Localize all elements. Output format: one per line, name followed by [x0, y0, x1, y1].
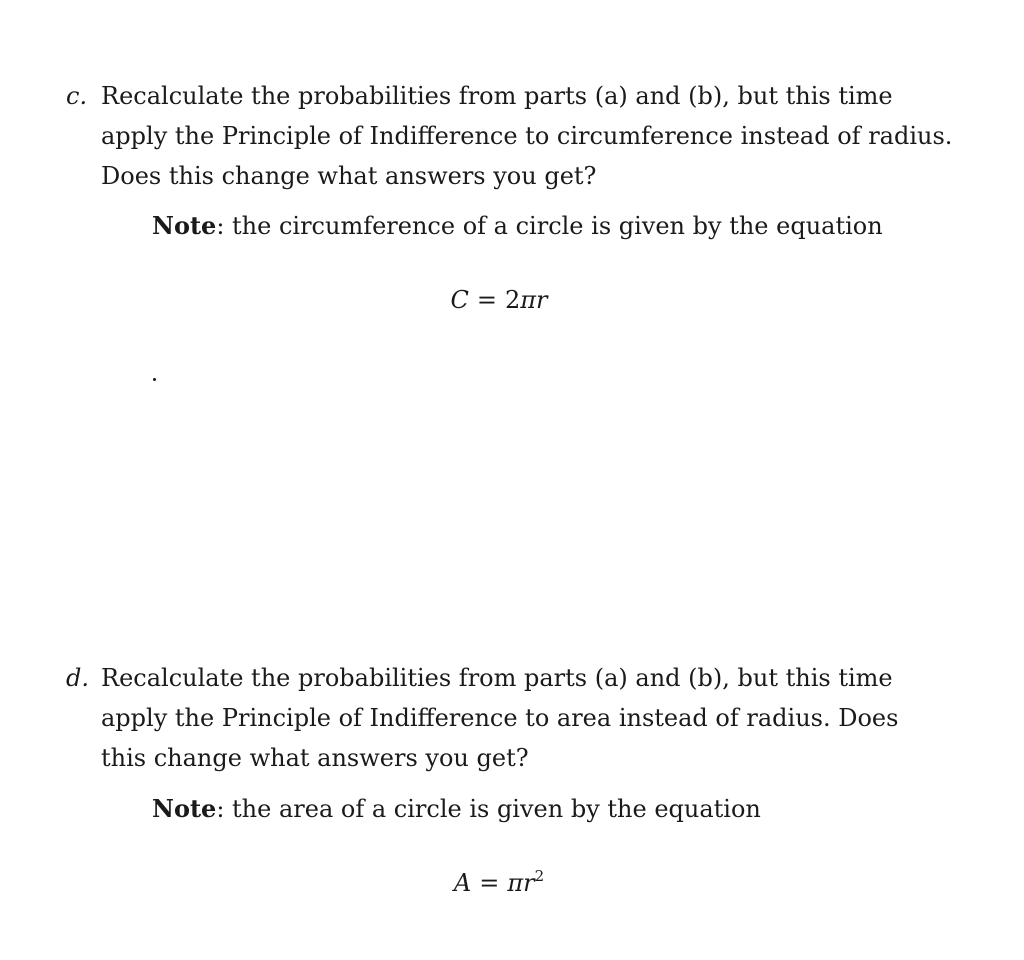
- trailing-period: [153, 378, 156, 381]
- note-c-text: : the circumference of a circle is given by the equation: [216, 212, 883, 240]
- equation-d-pi: π: [507, 869, 524, 897]
- note-d-label: Note: [152, 794, 217, 823]
- equation-c-pi: π: [520, 286, 537, 314]
- area-equation: [66, 863, 932, 903]
- question-c-line-1: Recalculate the probabilities from parts (a) and (b), but this time: [101, 82, 893, 110]
- question-d-line-2: apply the Principle of Indifference to area instead of radius. Does: [101, 704, 899, 732]
- equation-c-equals: =: [476, 286, 497, 314]
- equation-d-var: r: [523, 869, 535, 897]
- item-marker-d: d.: [66, 664, 89, 692]
- equation-c-var: r: [536, 286, 548, 314]
- question-c-line-2: apply the Principle of Indifference to circumference instead of radius.: [101, 122, 953, 150]
- equation-d-equals: =: [479, 869, 500, 897]
- equation-d-lhs: A: [453, 869, 472, 897]
- note-c: [152, 206, 883, 246]
- note-c-label: Note: [152, 211, 217, 240]
- question-c-line-3: Does this change what answers you get?: [101, 162, 597, 190]
- circumference-equation: [66, 280, 932, 320]
- equation-d-exponent: 2: [534, 867, 545, 885]
- note-d-text: : the area of a circle is given by the equation: [216, 795, 761, 823]
- question-d-line-1: Recalculate the probabilities from parts (a) and (b), but this time: [101, 664, 893, 692]
- question-d-line-3: this change what answers you get?: [101, 744, 529, 772]
- note-d: [152, 789, 761, 829]
- equation-c-coef: 2: [504, 286, 521, 314]
- equation-c-lhs: C: [450, 286, 469, 314]
- item-marker-c: c.: [66, 82, 88, 110]
